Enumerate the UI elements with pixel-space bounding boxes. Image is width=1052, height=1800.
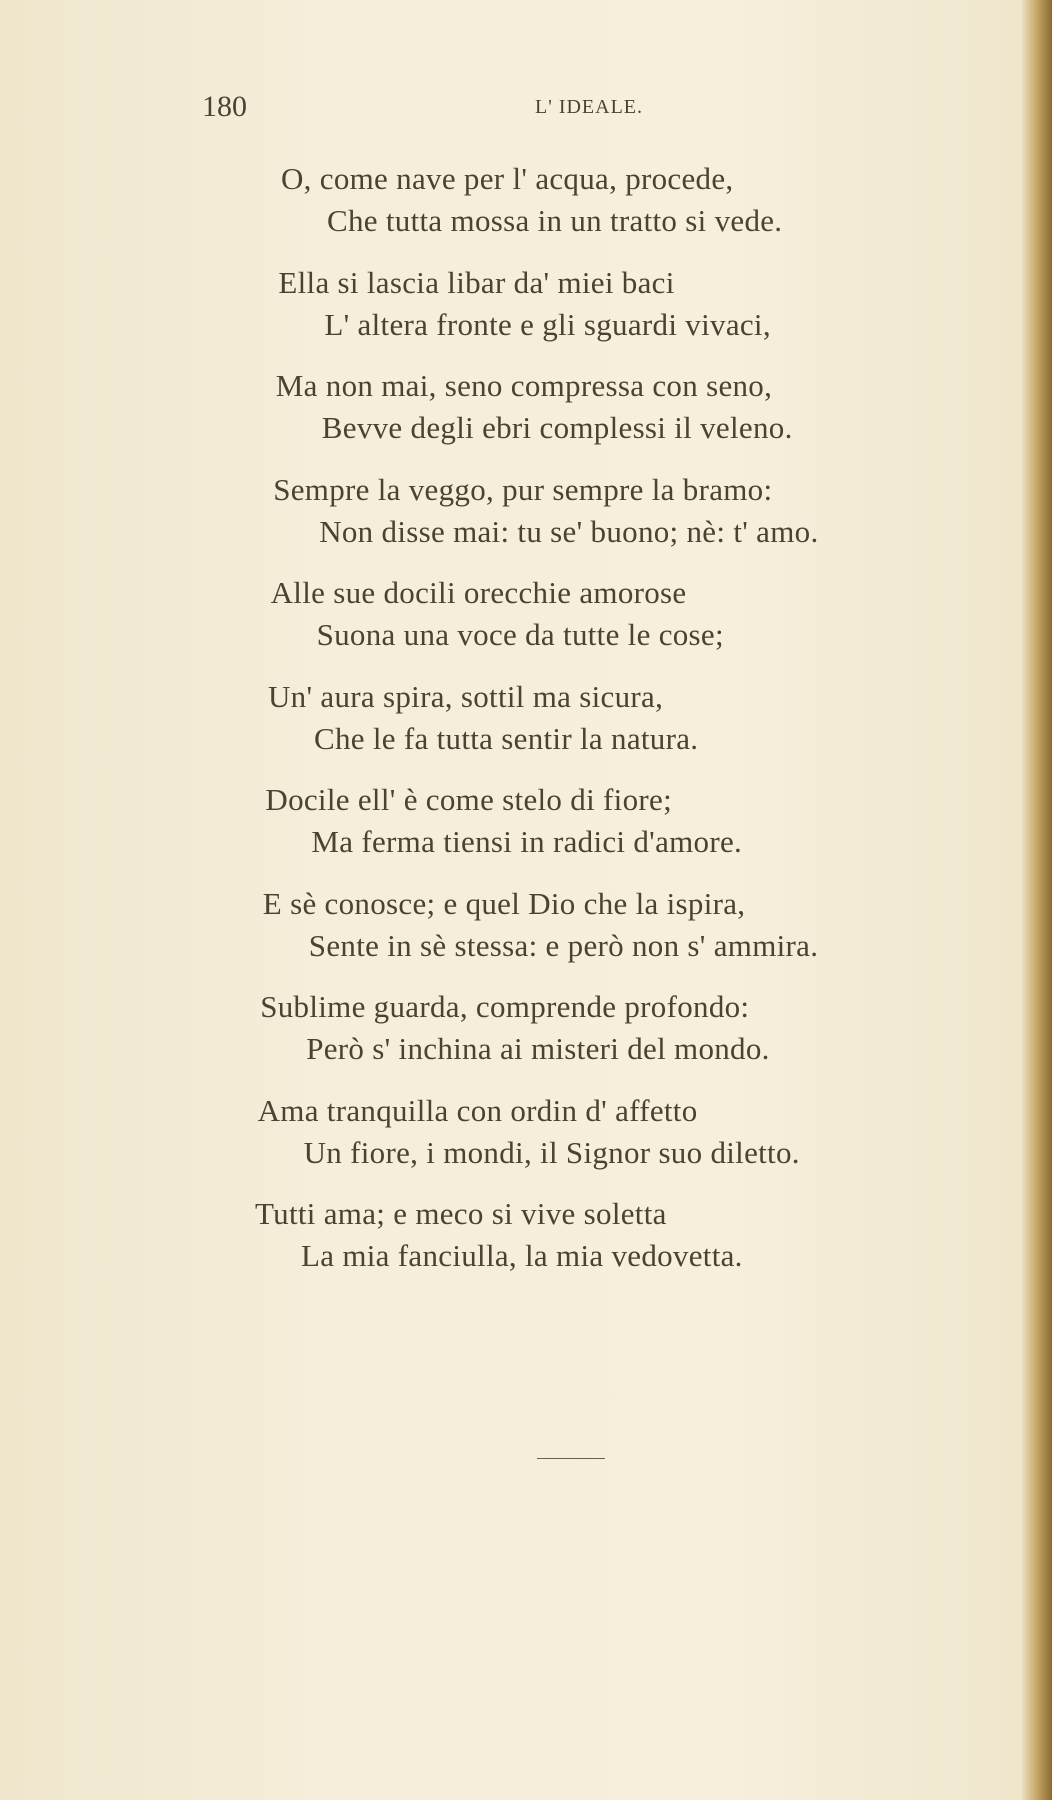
verse-line: Docile ell' è come stelo di fiore; [265, 782, 672, 817]
stanza [271, 572, 971, 656]
stanza [268, 676, 968, 760]
verse-line: Sempre la veggo, pur sempre la bramo: [273, 471, 773, 507]
verse-line: Un' aura spira, sottil ma sicura, [268, 678, 664, 714]
verse-line: Tutti ama; e meco si vive soletta [255, 1196, 667, 1231]
verse-line: Ama tranquilla con ordin d' affetto [257, 1092, 698, 1128]
verse-line: Ella si lascia libar da' miei baci [278, 264, 675, 300]
verse-line: Sente in sè stessa: e però non s' ammira. [308, 927, 819, 963]
page-number: 180 [202, 90, 247, 123]
verse-line: Che le fa tutta sentir la natura. [314, 720, 699, 756]
verse-line: E sè conosce; e quel Dio che la ispira, [262, 885, 746, 921]
running-header [0, 90, 1052, 130]
verse-line: Non disse mai: tu se' buono; nè: t' amo. [319, 513, 819, 549]
stanza [281, 158, 981, 242]
stanza [255, 1193, 955, 1277]
verse-line: Suona una voce da tutte le cose; [316, 617, 724, 652]
stanza [265, 779, 965, 863]
end-rule [537, 1458, 605, 1459]
stanza [258, 1090, 958, 1174]
verse-line: Ma non mai, seno compressa con seno, [275, 368, 773, 403]
verse-line: Che tutta mossa in un tratto si vede. [327, 203, 783, 238]
running-title: L' IDEALE. [535, 96, 644, 118]
stanza [276, 365, 976, 449]
verse-line: Però s' inchina ai misteri del mondo. [306, 1031, 770, 1066]
verse-line: Bevve degli ebri complessi il veleno. [321, 410, 793, 445]
verse-line: Ma ferma tiensi in radici d'amore. [311, 824, 743, 859]
verse-line: La mia fanciulla, la mia vedovetta. [301, 1238, 743, 1273]
verse-line: Alle sue docili orecchie amorose [270, 575, 687, 610]
verse-line: Sublime guarda, comprende profondo: [260, 989, 750, 1024]
stanza [263, 883, 963, 967]
stanza [278, 262, 978, 346]
stanza [273, 469, 973, 553]
verse-line: O, come nave per l' acqua, procede, [281, 161, 734, 196]
verse-line: Un fiore, i mondi, il Signor suo diletto. [303, 1134, 800, 1170]
stanza [260, 986, 960, 1070]
verse-line: L' altera fronte e gli sguardi vivaci, [324, 306, 771, 342]
